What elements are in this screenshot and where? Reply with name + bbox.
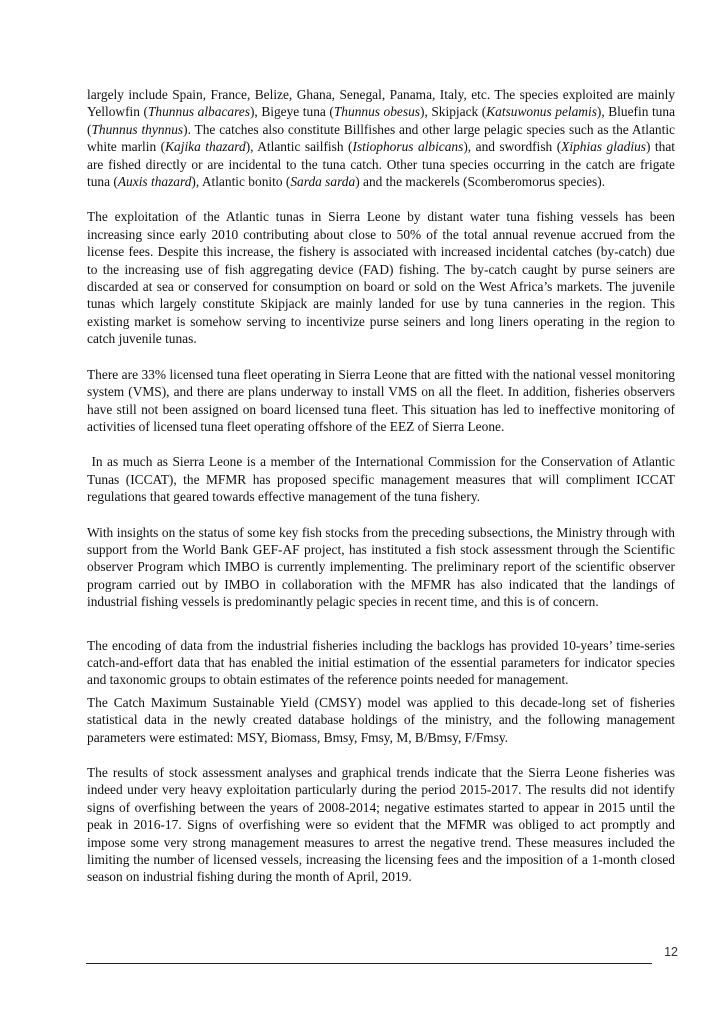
text-run: ), Bluefin tuna ( — [87, 104, 676, 137]
paragraph-exploitation — [87, 208, 675, 347]
species-name: Katsuwonus pelamis — [486, 104, 597, 120]
paragraph-iccat — [87, 453, 675, 505]
text-run: ). The catches also constitute Billfishes and other large pelagic species such as the Atlantic white marlin ( — [87, 121, 675, 155]
species-name: Kajika thazard — [165, 139, 246, 155]
species-name: Xiphias gladius — [561, 139, 646, 155]
text-run: ), Bigeye tuna ( — [249, 104, 334, 120]
body-text — [87, 86, 675, 904]
paragraph-species — [87, 86, 675, 190]
text-run: ), Atlantic bonito ( — [191, 174, 291, 190]
text-run: The encoding of data from the industrial fisheries including the backlogs has provided 10-years’ time-series catch-and-effort data that has enabled the initial estimation of the essential parameters for indicator species and taxonomic groups to obtain estimates of the reference points needed for management. — [87, 637, 675, 688]
species-name: Sarda sarda — [290, 174, 356, 190]
text-run: largely include Spain, France, Belize, Ghana, Senegal, Panama, Italy, etc. The species exploited are mainly Yellowfin ( — [87, 87, 675, 120]
paragraph-encoding — [87, 637, 675, 689]
species-name: Istiophorus albicans — [352, 139, 464, 155]
text-run: ), Skipjack ( — [420, 104, 487, 120]
text-run: There are 33% licensed tuna fleet operating in Sierra Leone that are fitted with the national vessel monitoring system (VMS), and there are plans underway to install VMS on all the fleet. In addition, fisheries observers have still not been assigned on board licensed tuna fleet. This situation has led to ineffective monitoring of activities of licensed tuna fleet operating offshore of the EEZ of Sierra Leone. — [87, 366, 675, 434]
text-run: In as much as Sierra Leone is a member of the International Commission for the Conservation of Atlantic Tunas (ICCAT), the MFMR has proposed specific management measures that will compliment ICCAT regulations that geared towards effective management of the tuna fishery. — [87, 454, 675, 505]
text-run: ), and swordfish ( — [463, 139, 562, 155]
species-name: Thunnus albacares — [147, 104, 250, 120]
species-name: Thunnus obesus — [333, 104, 420, 120]
text-run: The exploitation of the Atlantic tunas in Sierra Leone by distant water tuna fishing vessels has been increasing since early 2010 contributing about close to 50% of the total annual revenue accrued from the license fees. Despite this increase, the fishery is associated with increased incidental catches (by-catch) due to the increasing use of fish aggregating device (FAD) fishing. The by-catch caught by purse seiners are discarded at sea or conserved for consumption on board or sold on the West Africa’s markets. The juvenile tunas which largely constitute Skipjack are mainly landed for use by tuna canneries in the region. This existing market is somehow serving to incentivize purse seiners and long liners operating in the region to catch juvenile tunas. — [87, 209, 675, 347]
species-name: Auxis thazard — [117, 174, 192, 190]
footer-rule — [86, 963, 652, 964]
paragraph-insights — [87, 524, 675, 611]
text-run: ) and the mackerels (Scomberomorus species). — [355, 174, 606, 190]
species-name: Thunnus thynnus — [91, 121, 184, 137]
paragraph-results — [87, 764, 675, 886]
text-run: The Catch Maximum Sustainable Yield (CMSY) model was applied to this decade-long set of fisheries statistical data in the newly created database holdings of the ministry, and the following management parameters were estimated: MSY, Biomass, Bmsy, Fmsy, M, B/Bmsy, F/Fmsy. — [87, 694, 675, 745]
text-run: ) that are fished directly or are incidental to the tuna catch. Other tuna species occurring in the catch are frigate tuna ( — [87, 139, 676, 190]
page-number: 12 — [664, 945, 678, 959]
paragraph-cmsy — [87, 694, 675, 746]
text-run: With insights on the status of some key fish stocks from the preceding subsections, the Ministry through with support from the World Bank GEF-AF project, has instituted a fish stock assessment through the Scientific observer Program which IMBO is currently implementing. The preliminary report of the scientific observer program carried out by IMBO in collaboration with the MFMR has also indicated that the landings of industrial fishing vessels is predominantly pelagic species in recent time, and this is of concern. — [87, 524, 675, 610]
paragraph-vms — [87, 366, 675, 436]
text-run: ), Atlantic sailfish ( — [245, 139, 353, 155]
text-run: The results of stock assessment analyses and graphical trends indicate that the Sierra Leone fisheries was indeed under very heavy exploitation particularly during the period 2015-2017. The results did not identify signs of overfishing between the years of 2008-2014; negative estimates started to appear in 2015 until the peak in 2016-17. Signs of overfishing were so evident that the MFMR was obliged to act promptly and impose some very strong management measures to arrest the negative trend. These measures included the limiting the number of licensed vessels, increasing the licensing fees and the imposition of a 1-month closed season on industrial fishing during the month of April, 2019. — [87, 765, 675, 885]
